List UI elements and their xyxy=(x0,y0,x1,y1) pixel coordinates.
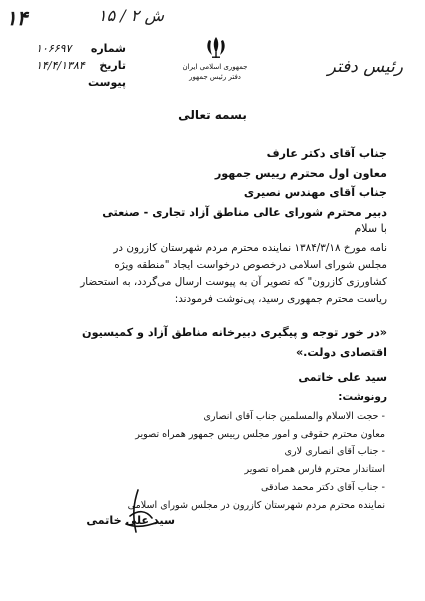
quote-line: اقتصادی دولت.» xyxy=(295,346,387,359)
government-line-2: دفتر رئیس جمهور xyxy=(189,73,241,81)
office-head-title: رئیس دفتر xyxy=(327,57,403,77)
cc-item: معاون محترم حقوقی و امور مجلس رییس جمهور همراه تصویر xyxy=(135,428,385,440)
cc-item: استاندار محترم فارس همراه تصویر xyxy=(244,464,385,476)
date-row xyxy=(36,57,126,74)
attachment-label: پیوست xyxy=(88,76,126,89)
handwritten-number: ۱۴ xyxy=(6,6,28,30)
addressee-line: معاون اول محترم رییس جمهور xyxy=(214,166,387,180)
addressee-line: جناب آقای مهندس نصیری xyxy=(243,186,387,199)
addressee-block xyxy=(87,144,387,222)
signer-name: سید علی خاتمی xyxy=(298,371,387,384)
body-line: مجلس شورای اسلامی درخصوص درخواست ایجاد "منطقه ویژه xyxy=(114,259,387,271)
letter-body xyxy=(27,240,387,308)
date-label: تاریخ xyxy=(99,59,126,72)
cc-item: - جناب آقای دکتر محمد صادقی xyxy=(260,481,385,493)
cc-item: - حجت الاسلام والمسلمین جناب آقای انصاری xyxy=(203,411,385,422)
number-label: شماره xyxy=(90,42,126,55)
cc-item: - جناب آقای انصاری لاری xyxy=(284,446,385,458)
number-value: ۱۰۶۶۹۷ xyxy=(36,42,72,55)
addressee-line: جناب آقای دکتر عارف xyxy=(266,147,387,160)
handwritten-signature-icon xyxy=(108,488,168,536)
basmala: بسمه تعالی xyxy=(178,108,247,122)
body-line: نامه مورخ ۱۳۸۴/۳/۱۸ نماینده محترم مردم شهرستان کازرون در xyxy=(113,242,387,254)
letter-meta xyxy=(36,40,126,91)
salutation: با سلام xyxy=(354,222,387,235)
quote-line: «در خور توجه و پیگیری دبیرخانه مناطق آزاد و کمیسیون xyxy=(82,326,387,339)
government-line-1: جمهوری اسلامی ایران xyxy=(182,63,248,71)
cc-item: نماینده محترم مردم شهرستان کازرون در مجلس شورای اسلامی xyxy=(127,499,385,511)
handwritten-top-note: ۱۵ / ۲ ش xyxy=(98,6,164,25)
president-note xyxy=(27,323,387,363)
attachment-row xyxy=(36,74,126,91)
number-row xyxy=(36,40,126,57)
cc-list xyxy=(45,408,385,514)
cc-title: رونوشت: xyxy=(338,391,387,403)
signer-bottom-name: سید علی خاتمی xyxy=(86,514,175,527)
body-line: کشاورزی کازرون" که تصویر آن به پیوست ارسال می‌گردد، به استحضار xyxy=(80,276,387,288)
addressee-line: دبیر محترم شورای عالی مناطق آزاد تجاری - صنعتی xyxy=(102,205,387,219)
body-line: ریاست محترم جمهوری رسید، پی‌نوشت فرمودند: xyxy=(174,293,387,305)
iran-emblem-icon xyxy=(203,34,229,60)
date-value: ۱۴/۴/۱۳۸۴ xyxy=(36,59,85,72)
